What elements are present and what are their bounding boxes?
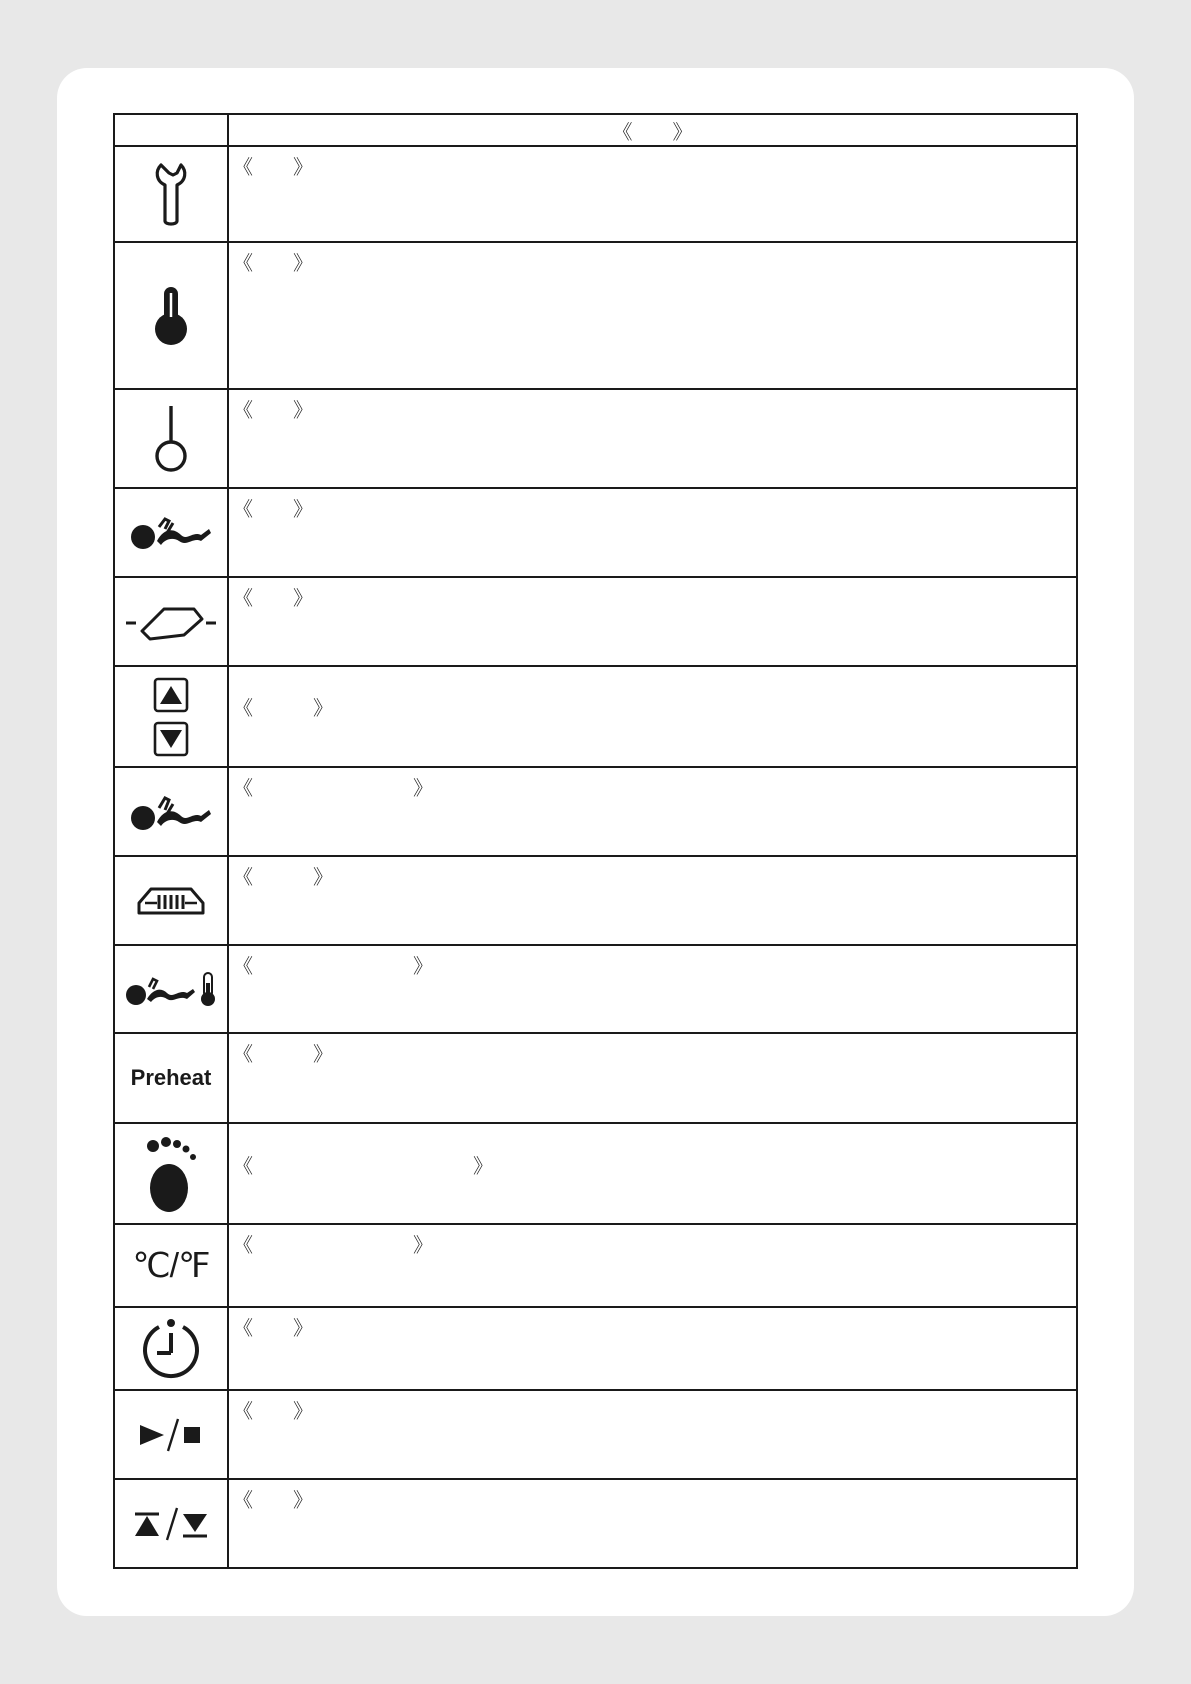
row-label: 《 》 bbox=[233, 867, 333, 889]
table-row bbox=[114, 945, 1077, 1033]
table-row bbox=[114, 666, 1077, 767]
table-row bbox=[114, 389, 1077, 488]
manual-page bbox=[57, 68, 1134, 1616]
row-label: 《 》 bbox=[233, 956, 433, 978]
table-row bbox=[114, 488, 1077, 577]
table-row bbox=[114, 1307, 1077, 1390]
preheat-label bbox=[114, 1033, 228, 1123]
play-stop-icon bbox=[114, 1390, 228, 1479]
row-label: 《 》 bbox=[233, 499, 313, 521]
bed-tilt-icon bbox=[114, 1479, 228, 1568]
footprint-icon bbox=[114, 1123, 228, 1224]
header-icon-column bbox=[114, 114, 228, 146]
row-label: 《 》 bbox=[233, 588, 313, 610]
row-label: 《 》 bbox=[233, 1156, 493, 1178]
table-row bbox=[114, 1224, 1077, 1307]
row-label: 《 》 bbox=[233, 1490, 313, 1512]
symbol-table bbox=[113, 113, 1078, 1569]
row-label: 《 》 bbox=[233, 1318, 313, 1340]
baby-icon bbox=[114, 767, 228, 856]
table-row bbox=[114, 1479, 1077, 1568]
header-description-column: 《 》 bbox=[228, 114, 1077, 146]
row-label: 《 》 bbox=[233, 698, 333, 720]
table-row bbox=[114, 1390, 1077, 1479]
wrench-icon bbox=[114, 146, 228, 242]
table-row bbox=[114, 146, 1077, 242]
table-row bbox=[114, 577, 1077, 666]
baby-thermometer-icon bbox=[114, 945, 228, 1033]
thermometer-filled-icon bbox=[114, 242, 228, 389]
table-row bbox=[114, 1033, 1077, 1123]
heating-element-icon bbox=[114, 856, 228, 945]
table-row bbox=[114, 242, 1077, 389]
celsius-fahrenheit-label bbox=[114, 1224, 228, 1307]
thermometer-hollow-icon bbox=[114, 389, 228, 488]
table-row bbox=[114, 1123, 1077, 1224]
row-label: 《 》 bbox=[233, 1401, 313, 1423]
baby-icon bbox=[114, 488, 228, 577]
preheat-text: Preheat bbox=[130, 1065, 212, 1090]
up-down-arrows-icon bbox=[114, 666, 228, 767]
heater-icon bbox=[114, 577, 228, 666]
row-label: 《 》 bbox=[233, 400, 313, 422]
table-row bbox=[114, 767, 1077, 856]
temperature-unit-text: ℃/℉ bbox=[132, 1246, 210, 1285]
timer-icon bbox=[114, 1307, 228, 1390]
table-row bbox=[114, 856, 1077, 945]
row-label: 《 》 bbox=[233, 253, 313, 275]
row-label: 《 》 bbox=[233, 1235, 433, 1257]
row-label: 《 》 bbox=[233, 157, 313, 179]
row-label: 《 》 bbox=[233, 1044, 333, 1066]
table-header-row bbox=[114, 114, 1077, 146]
row-label: 《 》 bbox=[233, 778, 433, 800]
